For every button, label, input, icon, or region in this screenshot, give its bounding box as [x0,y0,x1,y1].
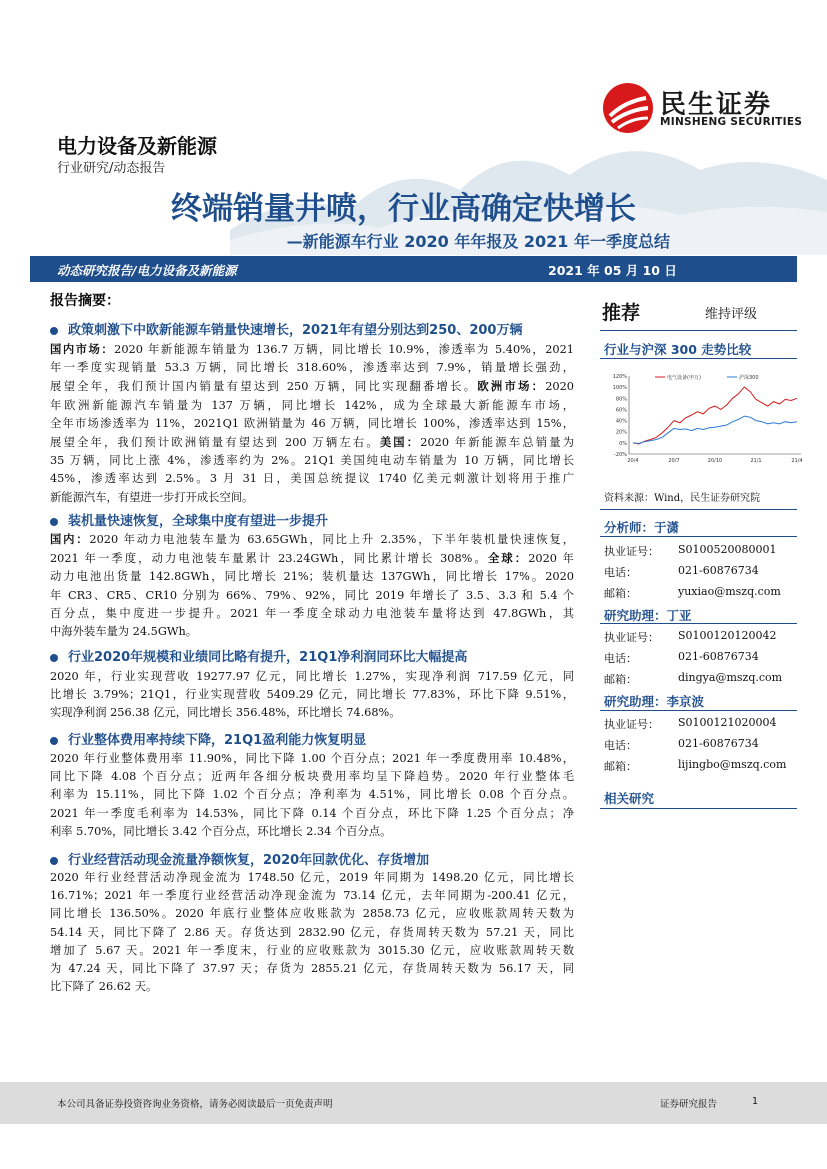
report-title: 终端销量井喷，行业高确定快增长 [171,191,636,227]
series-line-0 [633,387,797,444]
paragraph-line: 中海外装车量为 24.5GWh。 [50,625,198,639]
y-tick-label: 80% [615,396,627,403]
divider [600,808,797,809]
paragraph-line: 增加了 5.67 天。2021 年一季度末，行业的应收账款为 3015.30 亿元，应收账款周转天数 [50,943,574,957]
logo-english-name: MINSHENG SECURITIES [660,116,803,128]
y-tick-label: 100% [612,385,627,392]
paragraph-line: 年 CR3、CR5、CR10 分别为 66%、79%、92%，同比 2019 年增长了 3.5、3.3 和 5.4 个 [50,588,574,602]
analyst-heading: 分析师：于潇 [604,520,680,535]
license-number: S0100120120042 [678,629,777,642]
report-category: 动态研究报告/电力设备及新能源 [57,263,237,278]
bullet-icon [50,654,58,662]
paragraph-line: 2020 年，行业实现营收 19277.97 亿元，同比增长 1.27%，实现净利润 717.59 亿元，同 [50,670,574,683]
paragraph-line: 年一季度实现销量 53.3 万辆，同比增长 318.60%，渗透率达到 7.9%，销量增长强劲， [50,361,574,375]
license-number: S0100121020004 [678,716,777,729]
email-label: 邮箱： [604,587,637,600]
summary-label: 报告摘要： [50,293,120,309]
legend-label-1: 沪深300 [739,375,759,381]
y-tick-label: -20% [614,452,627,458]
legend-label-0: 电气设备(申万) [667,375,701,381]
bullet-icon [50,737,58,745]
paragraph-line: 利率 5.70%，同比增长 3.42 个百分点，环比增长 2.34 个百分点。 [50,824,392,838]
phone-number: 021-60876734 [678,737,759,750]
paragraph-line: 国内市场：2020 年新能源车销量为 136.7 万辆，同比增长 10.9%，渗透率为 5.40%，2021 [50,342,574,356]
x-tick-label: 21/4 [791,458,803,464]
divider [600,358,797,359]
license-number: S0100520080001 [678,543,777,556]
chart-source: 资料来源：Wind，民生证券研究院 [604,493,761,504]
paragraph-line: 2020 年行业整体费用率 11.90%，同比下降 1.00 个百分点；2021 年一季度费用率 10.48%， [50,752,574,765]
divider [600,623,797,624]
phone-label: 电话： [604,652,637,665]
logo-chinese-name: 民生证券 [660,90,773,120]
paragraph-line: 比下降了 26.62 天。 [50,980,158,994]
paragraph-line: 同比下降 4.08 个百分点；近两年各细分板块费用率均呈下降趋势。2020 年行业整体毛 [50,770,574,784]
divider [600,536,797,537]
section-heading: 装机量快速恢复，全球集中度有望进一步提升 [50,510,328,529]
paragraph-line: 全年市场渗透率为 11%，2021Q1 欧洲销量为 46 万辆，同比增长 100%，渗透率达到 15%， [50,416,574,430]
paragraph-line: 利率为 15.11%，同比下降 1.02 个百分点；净利率为 4.51%，同比增长 0.08 个百分点。 [50,788,574,802]
email-label: 邮箱： [604,673,637,686]
paragraph-line: 45%，渗透率达到 2.5%。3 月 31 日，美国总统提议 1740 亿美元刺激计划将用于推广 [50,472,574,486]
paragraph-line: 展望全年，我们预计国内销量有望达到 250 万辆，同比实现翻番增长。欧洲市场：2020 [50,379,574,394]
section-paragraph [50,340,574,507]
analyst-heading: 研究助理：丁亚 [604,608,692,623]
x-tick-label: 20/7 [668,458,680,464]
paragraph-line: 54.14 天，同比下降了 2.86 天。存货达到 2832.90 亿元，存货周转天数为 57.21 天，同比 [50,925,574,939]
related-research-heading: 相关研究 [604,791,655,806]
footer-disclaimer[interactable]: 本公司具备证券投资咨询业务资格，请务必阅读最后一页免责声明 [57,1099,333,1110]
section-heading: 行业经营活动现金流量净额恢复，2020年回款优化、存货增加 [50,849,429,868]
section-heading: 行业2020年规模和业绩同比略有提升，21Q1净利润同环比大幅提高 [50,646,467,665]
paragraph-line: 为 47.24 天，同比下降了 37.97 天；存货为 2855.21 亿元，存货周转天数为 56.17 天，同 [50,962,574,976]
page-number: 1 [752,1096,759,1107]
phone-number: 021-60876734 [678,650,759,663]
recommendation: 推荐 [602,302,641,324]
industry-name: 电力设备及新能源 [57,134,217,158]
report-subtitle: —新能源车行业 2020 年年报及 2021 年一季度总结 [286,232,670,251]
section-paragraph [50,530,574,641]
paragraph-line: 2020 年行业经营活动净现金流为 1748.50 亿元，2019 年同期为 1498.20 亿元，同比增长 [50,871,574,884]
analyst-heading: 研究助理：李京波 [604,694,705,709]
section-paragraph [50,668,574,723]
bullet-icon [50,518,58,526]
phone-label: 电话： [604,739,637,752]
paragraph-line: 35 万辆，同比上涨 4%，渗透率约为 2%。21Q1 美国纯电动车销量为 10 万辆，同比增长 [50,454,574,468]
series-line-1 [633,416,797,443]
trend-heading: 行业与沪深 300 走势比较 [604,342,752,357]
section-paragraph [50,869,574,996]
section-paragraph [50,750,574,841]
minsheng-logo-icon [602,82,654,134]
paragraph-line: 国内：2020 年动力电池装车量为 63.65GWh，同比上升 2.35%，下半年装机量快速恢复， [50,532,574,546]
divider [600,509,797,510]
phone-label: 电话： [604,566,637,579]
paragraph-line: 动力电池出货量 142.8GWh，同比增长 21%；装机量达 137GWh，同比增长 17%。2020 [50,570,574,584]
paragraph-line: 比增长 3.79%；21Q1，行业实现营收 5409.29 亿元，同比增长 77.83%，环比下降 9.51%， [50,688,574,702]
email-address[interactable]: dingya@mszq.com [678,671,783,684]
email-address[interactable]: lijingbo@mszq.com [678,758,787,771]
y-tick-label: 120% [612,374,627,380]
paragraph-line: 实现净利润 256.38 亿元，同比增长 356.48%，环比增长 74.68%。 [50,706,401,720]
paragraph-line: 同比增长 136.50%。2020 年底行业整体应收账款为 2858.73 亿元，应收账款周转天数为 [50,907,574,921]
report-type: 行业研究/动态报告 [57,161,166,176]
x-tick-label: 20/10 [707,458,723,464]
license-label: 执业证号： [604,545,659,558]
y-tick-label: 60% [615,407,627,414]
y-tick-label: 0% [619,440,627,447]
bullet-icon [50,857,58,865]
paragraph-line: 2021 年一季度毛利率为 14.53%，同比下降 0.14 个百分点，环比下降 1.25 个百分点；净 [50,806,574,820]
phone-number: 021-60876734 [678,564,759,577]
email-address[interactable]: yuxiao@mszq.com [678,585,781,598]
paragraph-line: 新能源汽车，有望进一步打开成长空间。 [50,490,254,504]
divider [600,330,797,331]
section-heading: 行业整体费用率持续下降，21Q1盈利能力恢复明显 [50,729,366,748]
bullet-icon [50,327,58,335]
y-tick-label: 40% [615,418,627,425]
paragraph-line: 16.71%；2021 年一季度行业经营活动净现金流为 73.14 亿元，去年同期为-200.41 亿元， [50,889,574,903]
trend-chart [603,370,808,482]
report-date: 2021 年 05 月 10 日 [548,263,677,278]
license-label: 执业证号： [604,718,659,731]
footer-label: 证券研究报告 [660,1099,718,1110]
x-tick-label: 20/4 [627,458,639,464]
license-label: 执业证号： [604,631,659,644]
section-heading: 政策刺激下中欧新能源车销量快速增长，2021年有望分别达到250、200万辆 [50,319,522,338]
paragraph-line: 展望全年，我们预计欧洲销量有望达到 200 万辆左右。美国：2020 年新能源车总销量为 [50,435,574,450]
divider [600,710,797,711]
x-tick-label: 21/1 [750,458,762,464]
paragraph-line: 年欧洲新能源汽车销量为 137 万辆，同比增长 142%，成为全球最大新能源车市场， [50,398,574,412]
email-label: 邮箱： [604,760,637,773]
rating: 维持评级 [705,307,758,322]
paragraph-line: 2021 年一季度，动力电池装车量累计 23.24GWh，同比累计增长 308%。全球：2020 年 [50,551,574,566]
y-tick-label: 20% [615,429,627,436]
paragraph-line: 百分点，集中度进一步提升。2021 年一季度全球动力电池装车量将达到 47.8GWh，其 [50,606,574,620]
